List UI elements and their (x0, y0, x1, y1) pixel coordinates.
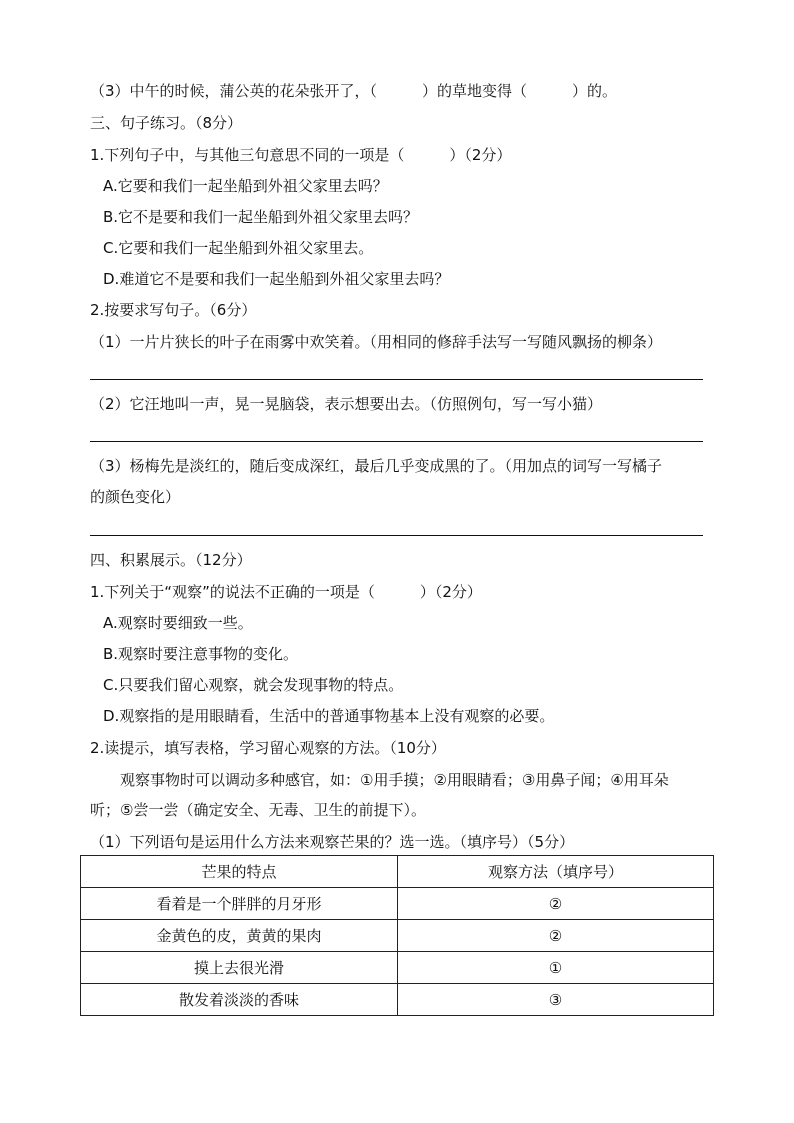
sub-question-2: （2）它汪地叫一声，晃一晃脑袋，表示想要出去。（仿照例句，写一写小猫） (90, 395, 603, 413)
sub-question-3-line1: （3）杨梅先是淡红的，随后变成深红，最后几乎变成黑的了。（用加点的词写一写橘子 (90, 457, 663, 475)
option-d: D.观察指的是用眼睛看，生活中的普通事物基本上没有观察的必要。 (103, 707, 555, 725)
question-3-2: 2.按要求写句子。（6分） (90, 301, 257, 319)
method-cell: ③ (398, 984, 714, 1016)
method-cell: ② (398, 920, 714, 952)
sub-question-3-line2: 的颜色变化） (90, 488, 181, 506)
table-row (81, 920, 714, 952)
table-row (81, 888, 714, 920)
option-c: C.它要和我们一起坐船到外祖父家里去。 (103, 239, 374, 257)
table-row (81, 952, 714, 984)
method-cell: ② (398, 888, 714, 920)
option-a: A.观察时要细致一些。 (103, 614, 253, 632)
question-4-2: 2.读提示，填写表格，学习留心观察的方法。（10分） (90, 739, 446, 757)
column-header: 芒果的特点 (81, 856, 398, 888)
feature-cell: 金黄色的皮，黄黄的果肉 (81, 920, 398, 952)
method-cell: ① (398, 952, 714, 984)
section-4-title: 四、积累展示。（12分） (90, 551, 252, 569)
sub-question-1: （1）一片片狭长的叶子在雨雾中欢笑着。（用相同的修辞手法写一写随风飘扬的柳条） (90, 333, 663, 351)
feature-cell: 看着是一个胖胖的月牙形 (81, 888, 398, 920)
option-b: B.它不是要和我们一起坐船到外祖父家里去吗？ (103, 208, 419, 226)
section-3-title: 三、句子练习。（8分） (90, 114, 243, 132)
column-header: 观察方法（填序号） (398, 856, 714, 888)
fill-blank-item-3: （3）中午的时候，蒲公英的花朵张开了，（ ）的草地变得（ ）的。 (90, 82, 618, 100)
hint-paragraph-line1: 观察事物时可以调动多种感官，如：①用手摸；②用眼睛看；③用鼻子闻；④用耳朵 (120, 771, 669, 789)
question-4-1: 1.下列关于“观察”的说法不正确的一项是（ ）（2分） (90, 583, 482, 601)
feature-cell: 散发着淡淡的香味 (81, 984, 398, 1016)
answer-line-1 (90, 379, 703, 380)
sub-question-4-2-1: （1）下列语句是运用什么方法来观察芒果的？选一选。（填序号）（5分） (90, 833, 575, 851)
option-c: C.只要我们留心观察，就会发现事物的特点。 (103, 676, 404, 694)
option-a: A.它要和我们一起坐船到外祖父家里去吗？ (103, 177, 388, 195)
option-b: B.观察时要注意事物的变化。 (103, 645, 299, 663)
question-3-1: 1.下列句子中，与其他三句意思不同的一项是（ ）（2分） (90, 146, 512, 164)
observation-table (80, 855, 714, 1016)
answer-line-3 (90, 535, 703, 536)
answer-line-2 (90, 441, 703, 442)
table-header-row (81, 856, 714, 888)
option-d: D.难道它不是要和我们一起坐船到外祖父家里去吗？ (103, 270, 450, 288)
feature-cell: 摸上去很光滑 (81, 952, 398, 984)
hint-paragraph-line2: 听；⑤尝一尝（确定安全、无毒、卫生的前提下）。 (90, 801, 426, 819)
table-row (81, 984, 714, 1016)
